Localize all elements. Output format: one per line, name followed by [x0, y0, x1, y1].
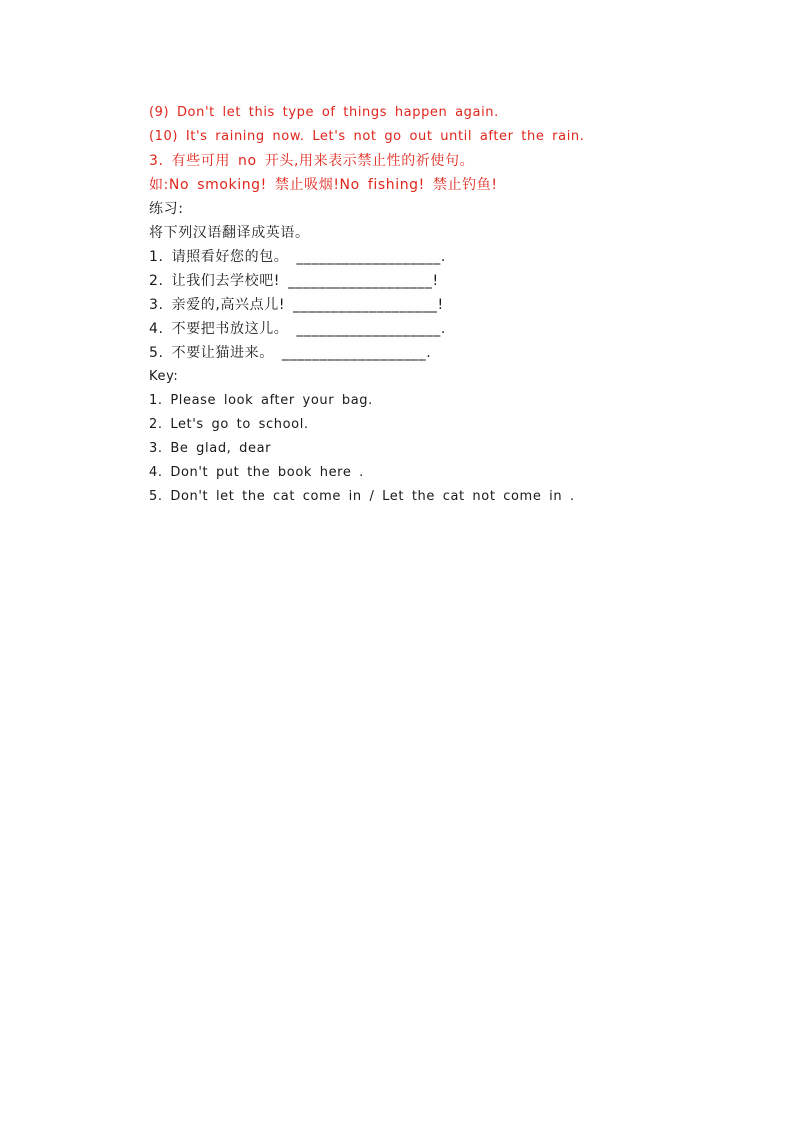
- key-heading: Key:: [149, 369, 179, 384]
- exercise-item-5: 5. 不要让猫进来。 ___________________.: [149, 345, 432, 361]
- key-answer-1: 1. Please look after your bag.: [149, 393, 373, 408]
- key-answer-4: 4. Don't put the book here .: [149, 465, 364, 480]
- exercise-item-3: 3. 亲爱的,高兴点儿! ___________________!: [149, 297, 444, 313]
- exercise-item-4: 4. 不要把书放这儿。 ___________________.: [149, 321, 446, 337]
- rule-3-heading: 3. 有些可用 no 开头,用来表示禁止性的祈使句。: [149, 153, 475, 169]
- note-line-9: (9) Don't let this type of things happen again.: [149, 105, 499, 120]
- exercise-item-2: 2. 让我们去学校吧! ___________________!: [149, 273, 439, 289]
- rule-3-example: 如:No smoking! 禁止吸烟!No fishing! 禁止钓鱼!: [149, 177, 498, 193]
- key-answer-5: 5. Don't let the cat come in / Let the cat not come in .: [149, 489, 575, 504]
- exercise-item-1: 1. 请照看好您的包。 ___________________.: [149, 249, 446, 265]
- exercise-instruction: 将下列汉语翻译成英语。: [149, 225, 310, 241]
- note-line-10: (10) It's raining now. Let's not go out until after the rain.: [149, 129, 585, 144]
- key-answer-3: 3. Be glad, dear: [149, 441, 272, 456]
- document-body: [149, 101, 669, 509]
- key-answer-2: 2. Let's go to school.: [149, 417, 309, 432]
- exercise-heading: 练习:: [149, 201, 184, 217]
